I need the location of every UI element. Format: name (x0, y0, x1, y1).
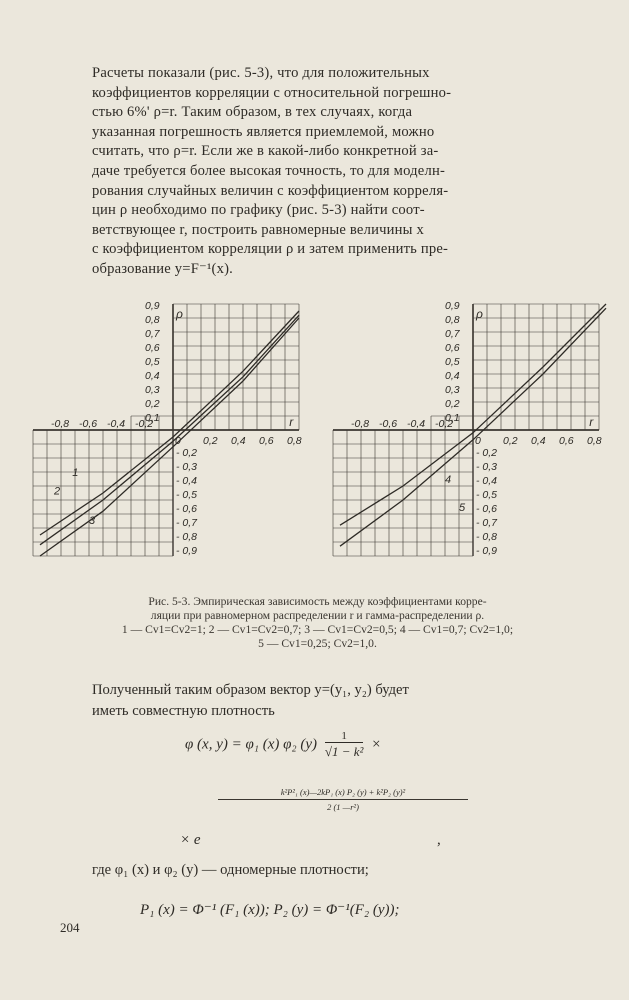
left_panel-x-tick: 0 (175, 435, 181, 447)
left_panel-y-tick: - 0,6 (176, 503, 198, 515)
figure-5-3 (28, 292, 618, 592)
right_panel-x-tick: 0,6 (559, 435, 574, 447)
left_panel-x-tick: 0,4 (231, 435, 246, 447)
caption-line: Рис. 5-3. Эмпирическая зависимость между коэффициентами корре- (148, 595, 487, 608)
right_panel-x-label: r (589, 415, 594, 429)
left_panel-curve-label: 3 (89, 514, 96, 527)
para1-line: считать, что ρ=r. Если же в какой-либо конкретной за- (92, 143, 439, 160)
right_panel-y-tick: 0,9 (445, 300, 460, 312)
right_panel-y-tick: - 0,4 (476, 475, 498, 487)
right_panel-y-tick: - 0,2 (476, 447, 498, 459)
left_panel-y-tick: - 0,3 (176, 461, 198, 473)
right_panel-x-tick: -0,2 (435, 418, 454, 430)
paragraph-1 (92, 64, 577, 280)
figure-graphs (28, 292, 618, 592)
right_panel-x-tick: 0,4 (531, 435, 546, 447)
left_panel-y-tick: 0,8 (145, 314, 160, 326)
right_panel-y-tick: 0,7 (445, 328, 460, 340)
left_panel-x-tick: -0,4 (107, 418, 126, 430)
right_panel-x-tick: 0,8 (587, 435, 602, 447)
times-symbol: × (371, 736, 382, 753)
left_panel-y-tick: 0,5 (145, 356, 160, 368)
para1-line: указанная погрешность является приемлемой, можно (92, 123, 435, 140)
right_panel-y-tick: 0,3 (445, 384, 460, 396)
para1-line: рования случайных величин с коэффициентом корреля- (92, 182, 449, 199)
para2-line: иметь совместную плотность (92, 703, 275, 719)
para1-line: даче требуется более высокая точность, то для моделн- (92, 162, 446, 179)
caption-line: 1 — Cv1=Cv2=1; 2 — Cv1=Cv2=0,7; 3 — Cv1=Cv2=0,5; 4 — Cv1=0,7; Cv2=1,0; (121, 623, 514, 636)
left_panel-x-tick: 0,2 (203, 435, 218, 447)
left_panel-y-tick: 0,2 (145, 398, 160, 410)
para2-line: Полученный таким образом вектор y=(y₁, y₂) будет (92, 682, 409, 698)
right_panel-y-tick: 0,8 (445, 314, 460, 326)
left_panel-curve-label: 1 (72, 467, 79, 480)
right_panel-y-tick: 0,4 (445, 370, 460, 382)
right_panel-y-tick: - 0,3 (476, 461, 498, 473)
left_panel-y-tick: 0,3 (145, 384, 160, 396)
right_panel-y-tick: - 0,9 (476, 545, 498, 557)
left_panel-x-label: r (289, 415, 294, 429)
page-number: 204 (60, 920, 80, 935)
left_panel-curve-label: 2 (54, 485, 61, 498)
left_panel-y-tick: - 0,5 (176, 489, 198, 501)
left_panel-y-tick: 0,4 (145, 370, 160, 382)
right_panel-y-tick: 0,6 (445, 342, 460, 354)
right_panel-x-tick: -0,4 (407, 418, 426, 430)
p-definitions-formula: P₁ (x) = Φ⁻¹ (F₁ (x)); P₂ (y) = Φ⁻¹(F₂ (y)); (140, 902, 400, 918)
formula-comma: , (437, 832, 441, 848)
left_panel-y-tick: - 0,4 (176, 475, 198, 487)
left_panel-y-tick: 0,7 (145, 328, 160, 340)
right_panel-y-tick: - 0,6 (476, 503, 498, 515)
caption-line: 5 — Cv1=0,25; Cv2=1,0. (258, 637, 377, 650)
left_panel-y-tick: 0,9 (145, 300, 160, 312)
right_panel-x-tick: 0,2 (503, 435, 518, 447)
paragraph-2 (92, 680, 577, 722)
left_panel-y-tick: - 0,8 (176, 531, 198, 543)
left_panel-y-label: ρ (176, 307, 183, 321)
figure-caption (60, 595, 575, 651)
right_panel-x-tick: 0 (475, 435, 481, 447)
right_panel-y-label: ρ (476, 307, 483, 321)
left_panel-x-tick: 0,8 (287, 435, 302, 447)
right_panel-y-tick: - 0,7 (476, 517, 498, 529)
formula-fraction (325, 730, 364, 760)
left_panel-y-tick: 0,6 (145, 342, 160, 354)
right_panel-y-tick: - 0,8 (476, 531, 498, 543)
left_panel-y-tick: 0,1 (145, 412, 160, 424)
right_panel-x-tick: -0,6 (379, 418, 398, 430)
right_panel-y-tick: - 0,5 (476, 489, 498, 501)
para1-line: цин ρ необходимо по графику (рис. 5-3) найти соот- (92, 202, 425, 219)
caption-line: ляции при равномерном распределении r и гамма-распределении ρ. (150, 609, 485, 622)
formula-lhs: φ (x, y) = φ₁ (x) φ₂ (y) (185, 736, 318, 753)
right_panel-y-tick: 0,2 (445, 398, 460, 410)
fraction-denominator: √1 − k² (324, 744, 364, 759)
para1-line: образование y=F⁻¹(x). (92, 260, 233, 277)
right_panel-y-tick: 0,1 (445, 412, 460, 424)
exponent-denominator: 2 (1 —r²) (218, 799, 468, 812)
left_panel-y-tick: - 0,9 (176, 545, 198, 557)
right_panel-x-tick: -0,8 (351, 418, 370, 430)
right_panel-y-tick: 0,5 (445, 356, 460, 368)
para1-line: Расчеты показали (рис. 5-3), что для положительных (92, 65, 430, 81)
para1-line: ветствующее r, построить равномерные величины x (92, 221, 425, 238)
right_panel-curve-label: 5 (459, 502, 466, 515)
left_panel-y-tick: - 0,7 (176, 517, 198, 529)
left_panel-x-tick: 0,6 (259, 435, 274, 447)
left_panel-x-tick: -0,2 (135, 418, 154, 430)
fraction-numerator: 1 (341, 730, 347, 742)
para1-line: с коэффициентом корреляции ρ и затем применить пре- (92, 241, 449, 258)
para1-line: стью 6%' ρ=r. Таким образом, в тех случаях, когда (92, 104, 413, 121)
right_panel-curve-label: 4 (445, 474, 452, 487)
times-e: × e (180, 832, 201, 848)
joint-density-formula (185, 730, 381, 760)
left_panel-x-tick: -0,6 (79, 418, 98, 430)
para1-line: коэффициентов корреляции с относительной погрешно- (92, 84, 452, 101)
exponent-numerator: k²P²₁ (x)—2kP₁ (x) P₂ (y) + k²P₂ (y)² (280, 787, 406, 797)
exponent-fraction (218, 787, 468, 812)
where-line: где φ₁ (x) и φ₂ (y) — одномерные плотности; (92, 862, 369, 878)
left_panel-y-tick: - 0,2 (176, 447, 198, 459)
left_panel-x-tick: -0,8 (51, 418, 70, 430)
